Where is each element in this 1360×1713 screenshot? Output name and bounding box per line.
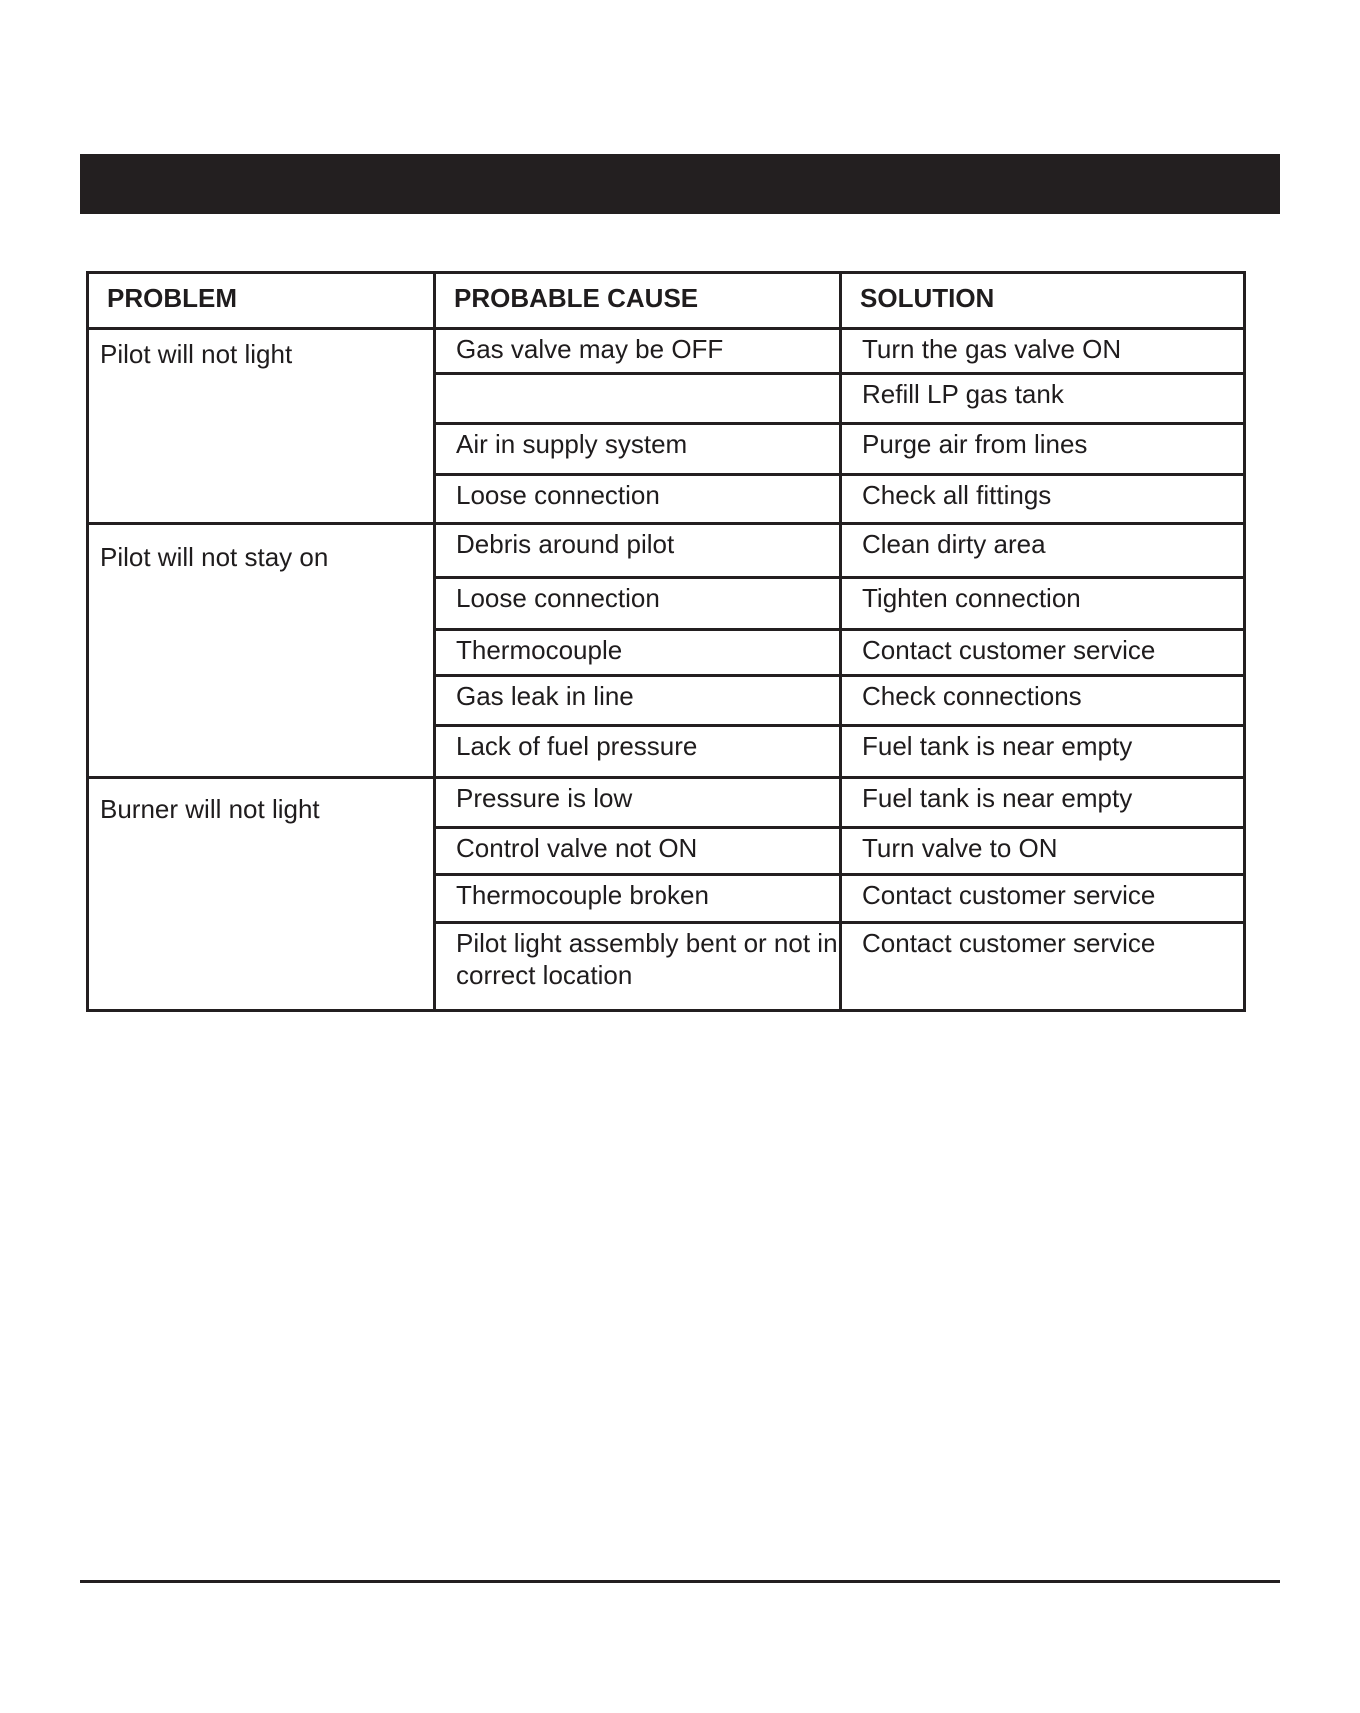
cause-cell: Gas valve may be OFF — [435, 329, 841, 374]
problem-cell: Pilot will not light — [88, 329, 435, 524]
header-probable-cause: PROBABLE CAUSE — [435, 273, 841, 329]
section-title-bar — [80, 154, 1280, 214]
cause-cell: Thermocouple broken — [435, 875, 841, 923]
solution-cell: Turn the gas valve ON — [841, 329, 1245, 374]
cause-cell: Gas leak in line — [435, 676, 841, 726]
solution-cell: Fuel tank is near empty — [841, 778, 1245, 828]
header-problem: PROBLEM — [88, 273, 435, 329]
header-solution: SOLUTION — [841, 273, 1245, 329]
table-row — [88, 778, 1245, 828]
problem-cell: Pilot will not stay on — [88, 524, 435, 778]
table-header-row — [88, 273, 1245, 329]
solution-cell: Refill LP gas tank — [841, 374, 1245, 424]
cause-cell: Pilot light assembly bent or not in correct location — [435, 923, 841, 1011]
solution-cell: Turn valve to ON — [841, 828, 1245, 875]
solution-cell: Check connections — [841, 676, 1245, 726]
cause-cell: Loose connection — [435, 475, 841, 524]
solution-cell: Purge air from lines — [841, 424, 1245, 475]
cause-cell: Debris around pilot — [435, 524, 841, 578]
solution-cell: Tighten connection — [841, 578, 1245, 630]
cause-cell: Thermocouple — [435, 630, 841, 676]
solution-cell: Clean dirty area — [841, 524, 1245, 578]
cause-cell: Loose connection — [435, 578, 841, 630]
cause-cell: Pressure is low — [435, 778, 841, 828]
troubleshooting-table — [86, 271, 1246, 1012]
cause-cell: Control valve not ON — [435, 828, 841, 875]
solution-cell: Contact customer service — [841, 630, 1245, 676]
cause-cell — [435, 374, 841, 424]
table-row — [88, 524, 1245, 578]
troubleshooting-table-container — [86, 271, 1243, 1009]
cause-cell: Air in supply system — [435, 424, 841, 475]
solution-cell: Fuel tank is near empty — [841, 726, 1245, 778]
solution-cell: Contact customer service — [841, 923, 1245, 1011]
problem-cell: Burner will not light — [88, 778, 435, 1011]
solution-cell: Contact customer service — [841, 875, 1245, 923]
table-row — [88, 329, 1245, 374]
cause-cell: Lack of fuel pressure — [435, 726, 841, 778]
solution-cell: Check all fittings — [841, 475, 1245, 524]
footer-divider — [80, 1580, 1280, 1583]
